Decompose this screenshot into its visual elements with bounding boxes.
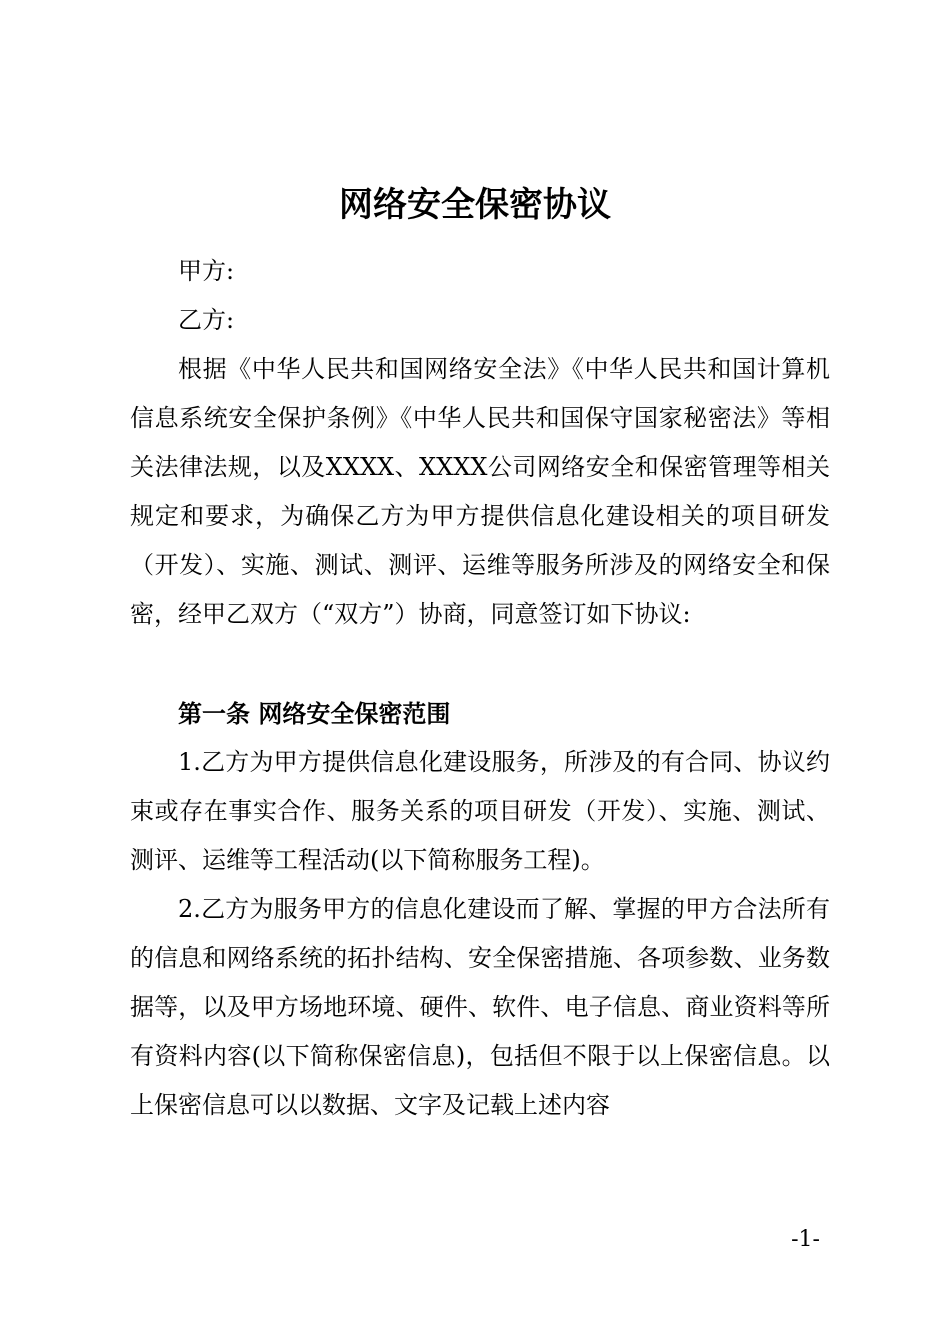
intro-paragraph: 根据《中华人民共和国网络安全法》《中华人民共和国计算机信息系统安全保护条例》《中华人民共和国保守国家秘密法》等相关法律法规，以及XXXX、XXXX公司网络安全和保密管理等相关规定和要求，为确保乙方为甲方提供信息化建设相关的项目研发（开发）、实施、测试、测评、运维等服务所涉及的网络安全和保密，经甲乙双方（“双方”）协商，同意签订如下协议: <box>130 355 830 628</box>
clause-1: 1.乙方为甲方提供信息化建设服务，所涉及的有合同、协议约束或存在事实合作、服务关系的项目研发（开发）、实施、测试、测评、运维等工程活动(以下简称服务工程)。 <box>130 748 830 874</box>
clause-2: 2.乙方为服务甲方的信息化建设而了解、掌握的甲方合法所有的信息和网络系统的拓扑结构、安全保密措施、各项参数、业务数据等，以及甲方场地环境、硬件、软件、电子信息、商业资料等所有资料内容(以下简称保密信息)，包括但不限于以上保密信息。以上保密信息可以以数据、文字及记载上述内容 <box>130 895 830 1119</box>
party-a-label: 甲方: <box>178 257 235 285</box>
page-number: -1- <box>791 1227 820 1252</box>
article-1-heading: 第一条 网络安全保密范围 <box>178 699 451 728</box>
document-title: 网络安全保密协议 <box>339 185 611 225</box>
party-b-label: 乙方: <box>178 306 235 334</box>
